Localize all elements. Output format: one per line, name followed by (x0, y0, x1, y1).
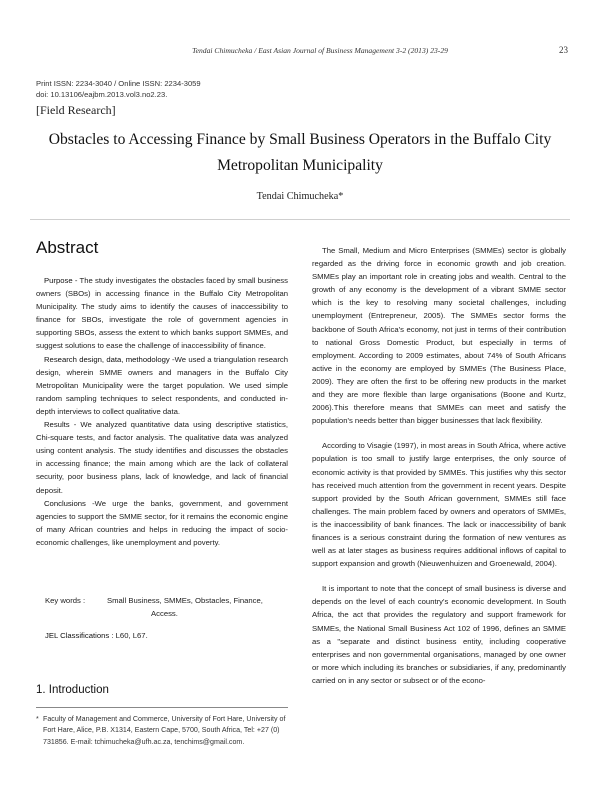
title-line-1: Obstacles to Accessing Finance by Small Business Operators in the Buffalo City (48, 131, 552, 148)
footnote-text: Faculty of Management and Commerce, University of Fort Hare, University of Fort Hare, Alice, P.B. X1314, Eastern Cape, 5700, South Africa, Tel: +27 (0) 731856. E-mail: tchimucheka@ufh.ac.za, tenchims@gmail.com. (43, 715, 286, 746)
purpose-label: Purpose (44, 276, 73, 285)
jel-value: : L60, L67. (109, 631, 148, 640)
title-line-2: Metropolitan Municipality (217, 157, 383, 174)
footnote-divider (36, 707, 288, 708)
purpose-text: - The study investigates the obstacles faced by small business owners (SBOs) in accessing finance in the Buffalo City Metropolitan Municipality. The study aims to identify the causes of inaccessibility to finance for SBOs, investigate the role of government agencies in supporting SBOs, assess the extent to which banks support SMMEs, and suggest solutions to ease the challenge of inaccessibility of finance. (36, 276, 288, 351)
keywords-label: Key words : (45, 596, 86, 605)
jel-classifications (45, 631, 148, 640)
abstract-conclusions (36, 497, 288, 549)
body-paragraph-1: The Small, Medium and Micro Enterprises (SMMEs) sector is globally regarded as the driving force in economic growth and job creation. SMMEs play an important role in creating jobs and wealth. Central to the growth of any economy is the development of a vibrant SMME sector which is the key to resolving many societal challenges, including unemployment (Entrepreneur, 2005). The SMMEs sector forms the backbone of South Africa's economy, not just in terms of their contribution to national Gross Domestic Product, but especially in terms of employment. According to 2009 estimates, about 74% of South Africans active in the economy are employed by SMMEs (The Business Place, 2009). They are often the first to be offering new products in the market and they are more flexible than large organisations (Boone and Kurtz, 2006).This therefore means that SMMEs can meet and satisfy the population's needs better than bigger businesses that lack flexibility. (312, 246, 566, 426)
body-paragraph-3: It is important to note that the concept of small business is diverse and depends on the level of each country's economic development. In South Africa, the act that provides the regulatory and support framework for SMMEs, the National Small Business Act 102 of 1996, defines an SMME as a "separate and distinct business entity, including cooperative enterprises and non governmental organisations, managed by one owner or more which including its branches or subsidiaries, if any, predominantly carried on in any sector or subsect or of the econo- (312, 584, 566, 685)
body-paragraph-2: According to Visagie (1997), in most areas in South Africa, where active population is too small to justify large enterprises, the only source of economic activity is that provided by SMMEs. This justifies why this sector has received much attention from the government in recent years. Despite support provided by the South African government, SMMEs still face challenges. The main problem faced by owners and operators of SMMEs, is the inaccessibility of bank finances. The lack or inaccessibility of bank finances is a serious constraint during the formation of new ventures as well as at later stages as business requires additional inflows of capital to support expansion and growth (Nieuwenhuizen and Groenewald, 2004). (312, 441, 566, 569)
paper-title (36, 127, 564, 179)
keywords-value (107, 594, 307, 620)
keywords-line-2: Access. (151, 609, 178, 618)
results-label: Results (44, 420, 70, 430)
design-text: -We used a triangulation research design, wherein SMME owners and managers in the Buffalo City Metropolitan Municipality were the target population. We used simple random sampling techniques to select respondents, and conducted in-depth interviews to collect qualitative data. (36, 354, 288, 416)
jel-label: JEL Classifications (45, 631, 110, 640)
results-text: - We analyzed quantitative data using descriptive statistics, Chi-square tests, and factor analysis. The qualitative data was analyzed using content analysis. The study identifies and discusses the obstacles in accessing finance; the main among which are the lack of collateral security, poor business plans, lack of knowledge, and lack of financial deposit. (36, 420, 288, 495)
abstract-purpose (36, 274, 288, 353)
design-label: Research design, data, methodology (44, 354, 170, 364)
keywords-line-1: Small Business, SMMEs, Obstacles, Finance, (107, 596, 263, 605)
doi-line: doi: 10.13106/eajbm.2013.vol3.no2.23. (36, 90, 168, 99)
footnote-mark: * (36, 715, 39, 723)
running-head: Tendai Chimucheka / East Asian Journal of Business Management 3-2 (2013) 23-29 (192, 46, 448, 55)
abstract-design (36, 353, 288, 418)
conclusions-label: Conclusions (44, 498, 86, 508)
abstract-results (36, 418, 288, 497)
issn-block (36, 78, 201, 100)
issn-line: Print ISSN: 2234-3040 / Online ISSN: 2234-3059 (36, 79, 201, 88)
introduction-heading: 1. Introduction (36, 684, 109, 696)
author-name: Tendai Chimucheka* (256, 191, 344, 202)
header-divider (30, 219, 570, 220)
abstract-heading: Abstract (36, 238, 99, 257)
page-number: 23 (559, 45, 568, 55)
conclusions-text: -We urge the banks, government, and government agencies to support the SMME sector, for it remains the economic engine of many African countries and helps in reducing the impact of socio-economic challenges, like unemployment and poverty. (36, 498, 288, 547)
body-column-right (312, 244, 566, 687)
abstract-body (36, 274, 288, 549)
section-tag: [Field Research] (36, 103, 116, 117)
